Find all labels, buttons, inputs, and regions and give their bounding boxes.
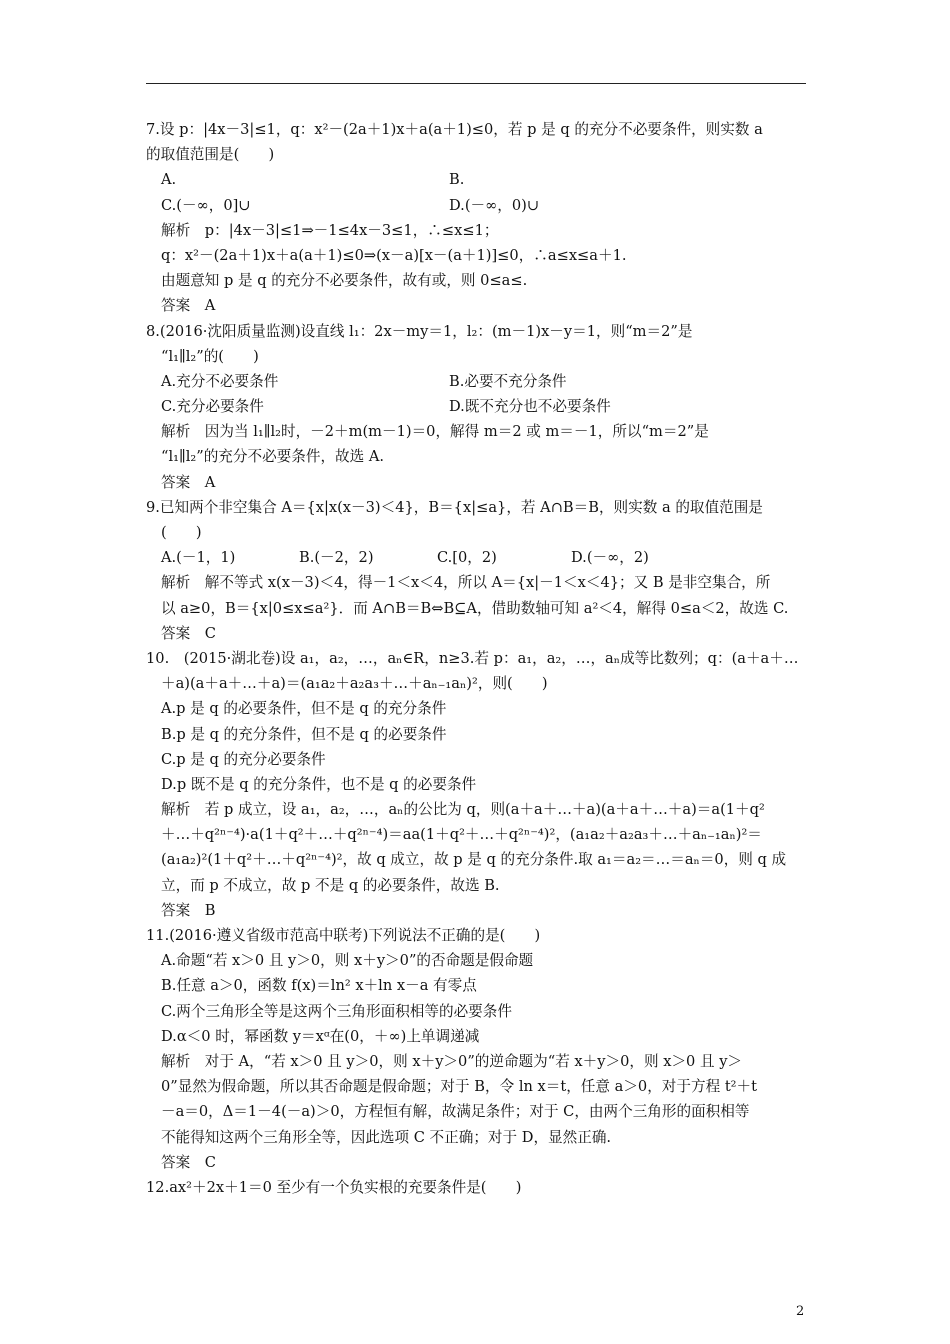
text-line: 解析 解不等式 x(x－3)＜4，得－1＜x＜4，所以 A＝{x|－1＜x＜4}；又 B 是非空集合，所	[161, 574, 771, 592]
text-line: 解析 p：|4x－3|≤1⇒－1≤4x－3≤1，∴≤x≤1；	[161, 221, 499, 239]
option-row	[146, 193, 808, 218]
option-item: D.(－∞，0)∪	[449, 196, 540, 214]
page-number: 2	[796, 1304, 805, 1319]
option-item: C.[0，2)	[437, 549, 497, 567]
text-line: 以 a≥0，B＝{x|0≤x≤a²}．而 A∩B＝B⇔B⊆A，借助数轴可知 a²＜4，解得 0≤a＜2，故选 C.	[161, 599, 789, 617]
text-line: A.命题“若 x＞0 且 y＞0，则 x＋y＞0”的否命题是假命题	[161, 952, 534, 970]
option-item: A.	[161, 171, 177, 189]
option-item: D.(－∞，2)	[571, 549, 649, 567]
text-line: “l₁∥l₂”的( )	[161, 347, 259, 365]
text-line: 答案 C	[161, 624, 216, 642]
text-line: A.p 是 q 的必要条件，但不是 q 的充分条件	[161, 700, 447, 718]
option-item: B.(－2，2)	[299, 549, 374, 567]
option-item: B.必要不充分条件	[449, 372, 567, 390]
text-line: 解析 对于 A，“若 x＞0 且 y＞0，则 x＋y＞0”的逆命题为“若 x＋y＞0，则 x＞0 且 y＞	[161, 1052, 743, 1070]
text-line: q：x²－(2a＋1)x＋a(a＋1)≤0⇒(x－a)[x－(a＋1)]≤0，∴a≤x≤a＋1.	[161, 246, 627, 264]
text-line: B.任意 a＞0，函数 f(x)＝ln² x＋ln x－a 有零点	[161, 977, 477, 995]
text-line: ＋…＋q²ⁿ⁻⁴)·a(1＋q²＋…＋q²ⁿ⁻⁴)＝aa(1＋q²＋…＋q²ⁿ⁻⁴)²，(a₁a₂＋a₂a₃＋…＋aₙ₋₁aₙ)²＝	[161, 826, 762, 844]
question-line: 10. (2015·湖北卷)设 a₁，a₂，…，aₙ∈R，n≥3.若 p：a₁，a₂，…，aₙ成等比数列；q：(a＋a＋…	[146, 649, 799, 667]
text-line: 答案 A	[161, 297, 216, 315]
question-line: 12.ax²＋2x＋1＝0 至少有一个负实根的充要条件是( )	[146, 1178, 522, 1196]
text-line: 解析 因为当 l₁∥l₂时，－2＋m(m－1)＝0，解得 m＝2 或 m＝－1，所以“m＝2”是	[161, 423, 709, 441]
text-line: －a＝0，Δ＝1－4(－a)＞0，方程恒有解，故满足条件；对于 C，由两个三角形的面积相等	[161, 1103, 750, 1121]
text-line: 答案 A	[161, 473, 216, 491]
option-row	[146, 545, 808, 570]
text-line: C.p 是 q 的充分必要条件	[161, 750, 326, 768]
question-line: 的取值范围是( )	[146, 146, 275, 164]
text-line: 0”显然为假命题，所以其否命题是假命题；对于 B，令 ln x＝t，任意 a＞0，对于方程 t²＋t	[161, 1078, 757, 1096]
text-line: B.p 是 q 的充分条件，但不是 q 的必要条件	[161, 725, 447, 743]
option-item: C.(－∞，0]∪	[161, 196, 251, 214]
option-row	[146, 167, 808, 192]
option-item: A.(－1，1)	[161, 549, 236, 567]
text-line: “l₁∥l₂”的充分不必要条件，故选 A.	[161, 448, 385, 466]
header-rule	[146, 83, 806, 84]
text-line: 答案 B	[161, 901, 216, 919]
option-item: A.充分不必要条件	[161, 372, 279, 390]
page-content	[146, 117, 808, 1200]
text-line: ＋a)(a＋a＋…＋a)＝(a₁a₂＋a₂a₃＋…＋aₙ₋₁aₙ)²，则( )	[161, 675, 548, 693]
question-line: 9.已知两个非空集合 A＝{x|x(x－3)＜4}，B＝{x|≤a}，若 A∩B＝B，则实数 a 的取值范围是	[146, 498, 763, 516]
text-line: ( )	[161, 524, 202, 541]
text-line: (a₁a₂)²(1＋q²＋…＋q²ⁿ⁻⁴)²，故 q 成立，故 p 是 q 的充分条件.取 a₁＝a₂＝…＝aₙ＝0，则 q 成	[161, 851, 787, 869]
text-line: C.两个三角形全等是这两个三角形面积相等的必要条件	[161, 1002, 512, 1020]
question-line: 8.(2016·沈阳质量监测)设直线 l₁：2x－my＝1，l₂：(m－1)x－y＝1，则“m＝2”是	[146, 322, 693, 340]
text-line: D.α＜0 时，幂函数 y＝xᵅ在(0，＋∞)上单调递减	[161, 1027, 480, 1045]
text-line: 答案 C	[161, 1153, 216, 1171]
text-line: 解析 若 p 成立，设 a₁，a₂，…，aₙ的公比为 q，则(a＋a＋…＋a)(a＋a＋…＋a)＝a(1＋q²	[161, 801, 765, 819]
option-row	[146, 394, 808, 419]
text-line: 不能得知这两个三角形全等，因此选项 C 不正确；对于 D，显然正确.	[161, 1128, 612, 1146]
option-item: C.充分必要条件	[161, 398, 264, 416]
question-line: 7.设 p：|4x－3|≤1，q：x²－(2a＋1)x＋a(a＋1)≤0，若 p 是 q 的充分不必要条件，则实数 a	[146, 121, 763, 138]
option-row	[146, 369, 808, 394]
question-line: 11.(2016·遵义省级市范高中联考)下列说法不正确的是( )	[146, 927, 541, 944]
option-item: B.	[449, 171, 465, 189]
option-item: D.既不充分也不必要条件	[449, 398, 611, 416]
text-line: D.p 既不是 q 的充分条件，也不是 q 的必要条件	[161, 775, 477, 793]
text-line: 立，而 p 不成立，故 p 不是 q 的必要条件，故选 B.	[161, 876, 500, 894]
text-line: 由题意知 p 是 q 的充分不必要条件，故有或，则 0≤a≤.	[161, 272, 528, 290]
